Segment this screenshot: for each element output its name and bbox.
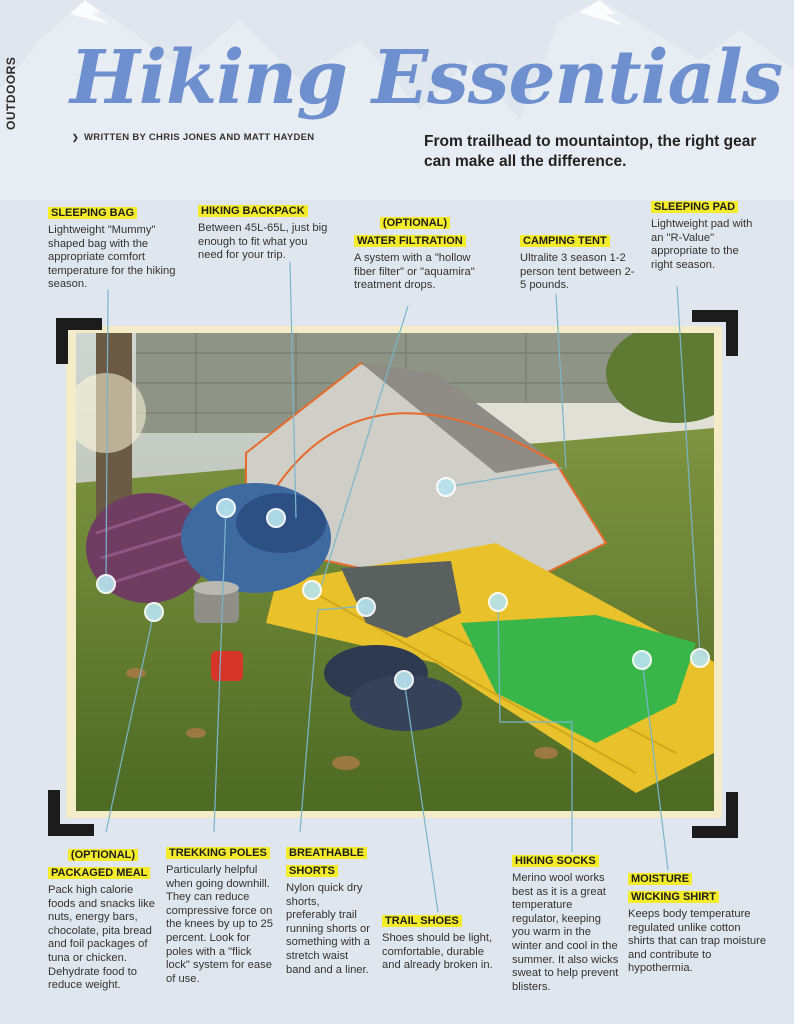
shoes-label: TRAIL SHOES — [382, 915, 462, 927]
meal-label-line2: PACKAGED MEAL — [48, 867, 150, 879]
filtration-label-line2: WATER FILTRATION — [354, 235, 466, 247]
marker-meal[interactable] — [144, 602, 164, 622]
poles-label: TREKKING POLES — [166, 847, 270, 859]
frame-corner-bottom-left — [48, 790, 94, 836]
gear-photo — [76, 333, 714, 811]
sleeping-bag-desc: Lightweight "Mummy" shaped bag with the appropriate comfort temperature for the hiking season. — [48, 224, 176, 291]
shirt-desc: Keeps body temperature regulated unlike cotton shirts that can trap moisture and contribute to hypothermia. — [628, 908, 767, 975]
subtitle: From trailhead to mountaintop, the right gear can make all the difference. — [424, 133, 757, 170]
chevron-right-icon: ❯ — [72, 133, 80, 142]
marker-tent[interactable] — [436, 477, 456, 497]
marker-sleeping-pad[interactable] — [690, 648, 710, 668]
byline — [72, 132, 314, 146]
marker-sleeping-bag[interactable] — [96, 574, 116, 594]
sleeping-pad-label: SLEEPING PAD — [651, 201, 738, 213]
shorts-label-line1: BREATHABLE — [286, 847, 367, 859]
callout-filtration — [354, 216, 476, 293]
marker-shirt[interactable] — [632, 650, 652, 670]
backpack-desc: Between 45L-65L, just big enough to fit what you need for your trip. — [198, 222, 328, 262]
frame-corner-top-right — [692, 310, 738, 356]
socks-desc: Merino wool works best as it is a great temperature regulator, keeping you warm in the winter and cool in the summer. It also wicks sweat to help prevent blisters. — [512, 872, 619, 993]
callout-tent — [520, 234, 635, 293]
marker-backpack[interactable] — [266, 508, 286, 528]
marker-shorts[interactable] — [356, 597, 376, 617]
shirt-label-line2: WICKING SHIRT — [628, 891, 719, 903]
tent-desc: Ultralite 3 season 1-2 person tent between 2-5 pounds. — [520, 252, 635, 292]
section-label: OUTDOORS — [4, 56, 18, 130]
callout-socks — [512, 854, 620, 994]
page-title: Hiking Essentials — [70, 35, 783, 121]
callout-shoes — [382, 914, 504, 973]
callout-backpack — [198, 204, 330, 263]
frame-corner-bottom-right — [692, 792, 738, 838]
shorts-label-line2: SHORTS — [286, 865, 338, 877]
shoes-desc: Shoes should be light, comfortable, durable and already broken in. — [382, 932, 493, 972]
shirt-label-line1: MOISTURE — [628, 873, 692, 885]
gear-illustration — [76, 333, 714, 811]
sleeping-pad-desc: Lightweight pad with an "R-Value" appropriate to the right season. — [651, 218, 753, 271]
byline-text: WRITTEN BY CHRIS JONES AND MATT HAYDEN — [84, 132, 315, 143]
tent-label: CAMPING TENT — [520, 235, 610, 247]
shorts-desc: Nylon quick dry shorts, preferably trail running shorts or something with a stretch waist band and a liner. — [286, 882, 370, 976]
marker-trekking-poles[interactable] — [216, 498, 236, 518]
meal-desc: Pack high calorie foods and snacks like nuts, energy bars, chocolate, pita bread and foil packages of tuna or chicken. Dehydrate food to reduce weight. — [48, 884, 155, 992]
marker-shoes[interactable] — [394, 670, 414, 690]
marker-socks[interactable] — [488, 592, 508, 612]
callout-shorts — [286, 846, 372, 977]
backpack-label: HIKING BACKPACK — [198, 205, 308, 217]
sleeping-bag-label: SLEEPING BAG — [48, 207, 137, 219]
callout-poles — [166, 846, 278, 986]
callout-sleeping-pad — [651, 200, 756, 272]
filtration-desc: A system with a "hollow fiber filter" or "aquamira" treatment drops. — [354, 252, 475, 292]
callout-shirt — [628, 872, 768, 976]
callout-meal — [48, 848, 158, 993]
callout-sleeping-bag — [48, 206, 178, 292]
meal-label-line1: (OPTIONAL) — [68, 849, 138, 861]
poles-desc: Particularly helpful when going downhill. They can reduce compressive force on the knees by up to 25 percent. Look for poles with a "flick lock" system for ease of use. — [166, 864, 273, 985]
filtration-label-line1: (OPTIONAL) — [380, 217, 450, 229]
frame-corner-top-left — [56, 318, 102, 364]
socks-label: HIKING SOCKS — [512, 855, 599, 867]
marker-filtration[interactable] — [302, 580, 322, 600]
